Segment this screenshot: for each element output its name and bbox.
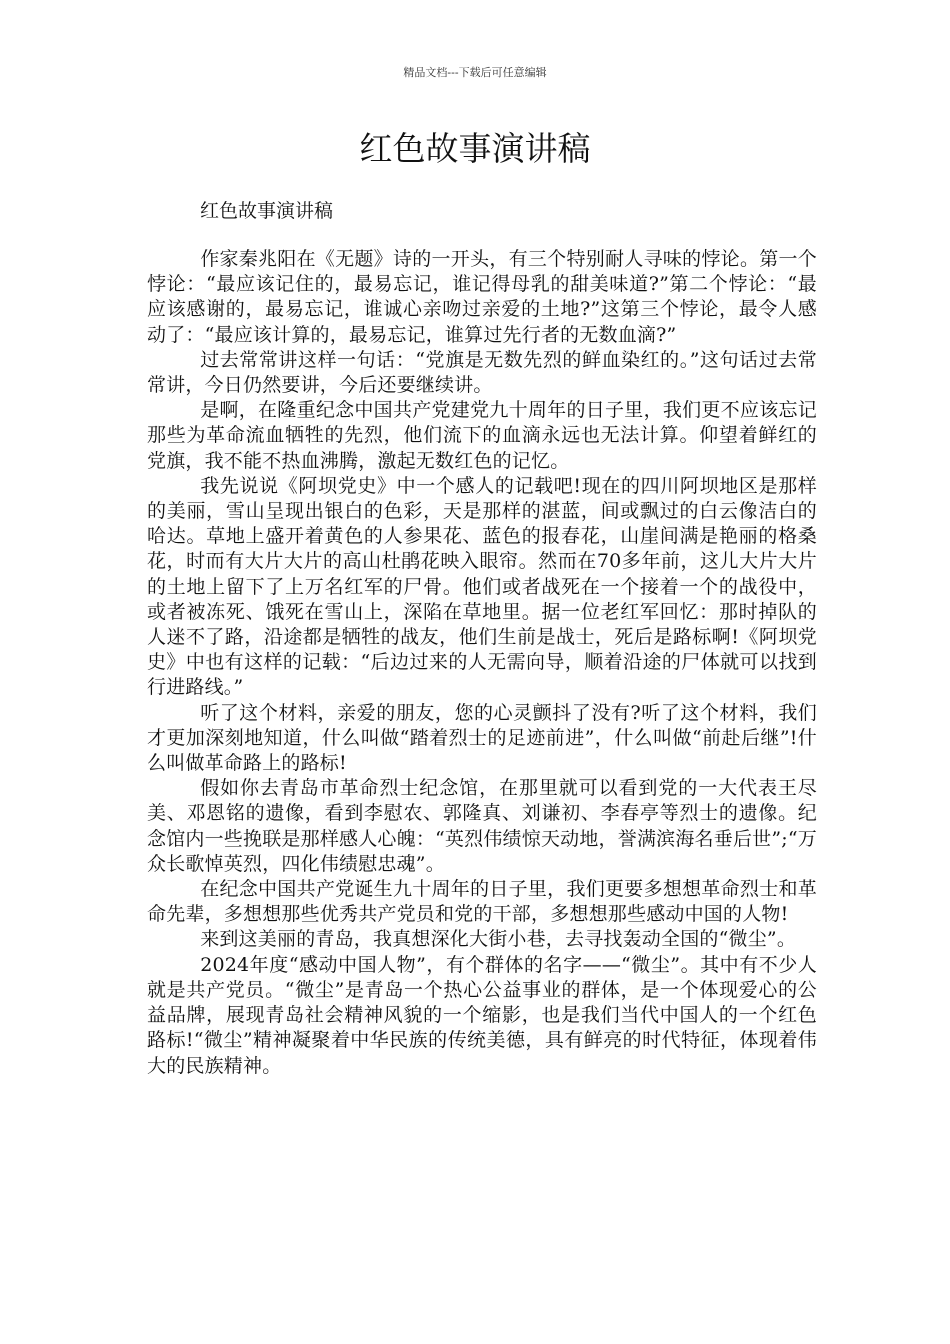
paragraph: 过去常常讲这样一句话：“党旗是无数先烈的鲜血染红的。”这句话过去常常讲，今日仍然要讲，今后还要继续讲。 (147, 348, 817, 397)
document-subtitle: 红色故事演讲稿 (200, 200, 334, 222)
paragraph: 我先说说《阿坝党史》中一个感人的记载吧!现在的四川阿坝地区是那样的美丽，雪山呈现出银白的色彩，天是那样的湛蓝，间或飘过的白云像洁白的哈达。草地上盛开着黄色的人参果花、蓝色的报春花，山崖间满是艳丽的格桑花，时而有大片大片的高山杜鹃花映入眼帘。然而在70多年前，这儿大片大片的土地上留下了上万名红军的尸骨。他们或者战死在一个接着一个的战役中，或者被冻死、饿死在雪山上，深陷在草地里。据一位老红军回忆：那时掉队的人迷不了路，沿途都是牺牲的战友，他们生前是战士，死后是路标啊!《阿坝党史》中也有这样的记载：“后边过来的人无需向导，顺着沿途的尸体就可以找到行进路线。” (147, 474, 817, 699)
paragraph: 是啊，在隆重纪念中国共产党建党九十周年的日子里，我们更不应该忘记那些为革命流血牺牲的先烈，他们流下的血滴永远也无法计算。仰望着鲜红的党旗，我不能不热血沸腾，激起无数红色的记忆。 (147, 399, 817, 472)
paragraph: 2024年度“感动中国人物”，有个群体的名字——“微尘”。其中有不少人就是共产党员。“微尘”是青岛一个热心公益事业的群体，是一个体现爱心的公益品牌，展现青岛社会精神风貌的一个缩影，也是我们当代中国人的一个红色路标!“微尘”精神凝聚着中华民族的传统美德，具有鲜亮的时代特征，体现着伟大的民族精神。 (147, 953, 817, 1077)
paragraph: 假如你去青岛市革命烈士纪念馆，在那里就可以看到党的一大代表王尽美、邓恩铭的遗像，看到李慰农、郭隆真、刘谦初、李春亭等烈士的遗像。纪念馆内一些挽联是那样感人心魄：“英烈伟绩惊天动地，誉满滨海名垂后世”;“万众长歌悼英烈，四化伟绩慰忠魂”。 (147, 777, 817, 875)
paragraph: 在纪念中国共产党诞生九十周年的日子里，我们更要多想想革命烈士和革命先辈，多想想那些优秀共产党员和党的干部，多想想那些感动中国的人物! (147, 878, 817, 926)
paragraph: 听了这个材料，亲爱的朋友，您的心灵颤抖了没有?听了这个材料，我们才更加深刻地知道，什么叫做“踏着烈士的足迹前进”，什么叫做“前赴后继”!什么叫做革命路上的路标! (147, 701, 817, 775)
document-body (147, 247, 817, 1079)
header-note: 精品文档---下载后可任意编辑 (403, 66, 547, 79)
paragraph: 作家秦兆阳在《无题》诗的一开头，有三个特别耐人寻味的悖论。第一个悖论：“最应该记住的，最易忘记，谁记得母乳的甜美味道?”第二个悖论：“最应该感谢的，最易忘记，谁诚心亲吻过亲爱的土地?”这第三个悖论，最令人感动了：“最应该计算的，最易忘记，谁算过先行者的无数血滴?” (147, 248, 817, 346)
document-title: 红色故事演讲稿 (359, 129, 591, 168)
paragraph: 来到这美丽的青岛，我真想深化大街小巷，去寻找轰动全国的“微尘”。 (200, 928, 797, 951)
